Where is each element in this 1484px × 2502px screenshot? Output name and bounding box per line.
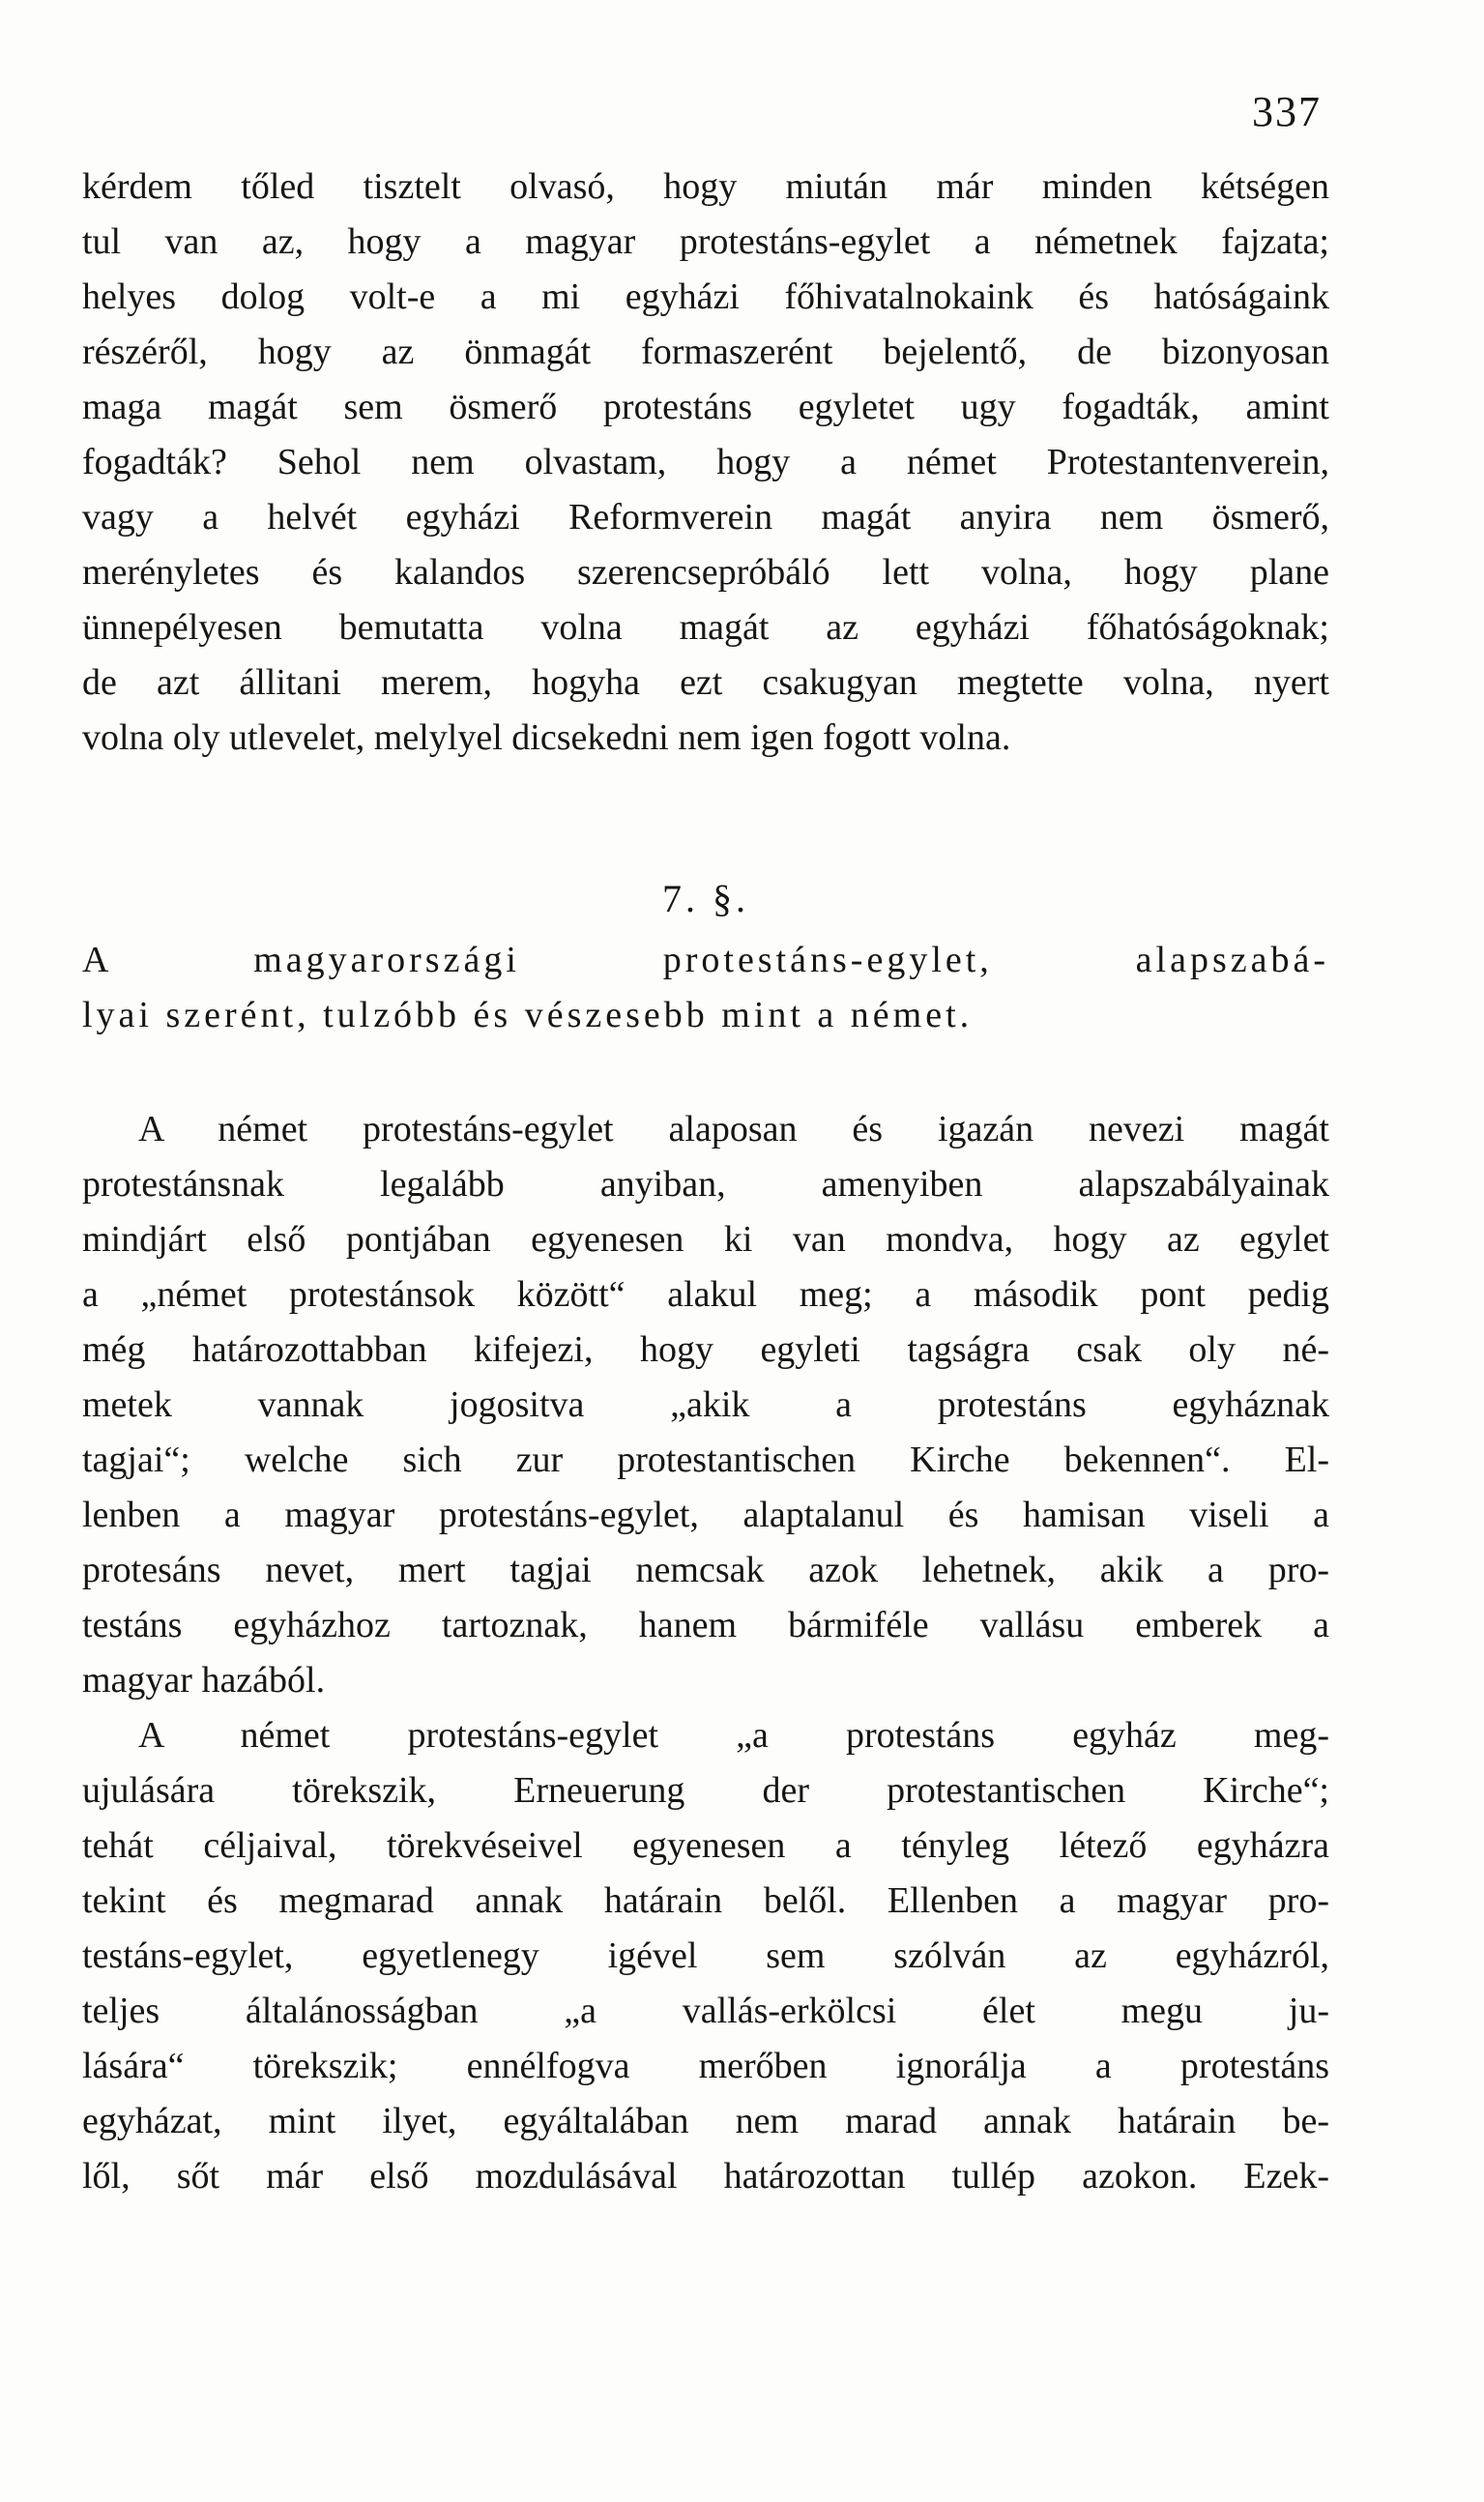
text-line: protesáns nevet, mert tagjai nemcsak azok lehetnek, akik a pro- [82,1550,1329,1590]
text-line: merényletes és kalandos szerencsepróbáló lett volna, hogy plane [82,552,1329,593]
text-line: metek vannak jogositva „akik a protestáns egyháznak [82,1384,1329,1425]
text-line: testáns egyházhoz tartoznak, hanem bármiféle vallásu emberek a [82,1605,1329,1645]
text-line: a „német protestánsok között“ alakul meg; a második pont pedig [82,1274,1329,1315]
heading-line: A magyarországi protestáns-egylet, alapszabá- [82,940,1329,980]
text-line: fogadták? Sehol nem olvastam, hogy a német Protestantenverein, [82,442,1329,482]
text-line: mindjárt első pontjában egyenesen ki van mondva, hogy az egylet [82,1219,1329,1260]
section-number: 7. §. [662,877,749,920]
text-line: testáns-egylet, egyetlenegy igével sem szólván az egyházról, [82,1935,1329,1976]
text-line: részéről, hogy az önmagát formaszerént bejelentő, de bizonyosan [82,332,1329,372]
page-number: 337 [1252,88,1322,135]
text-line: teljes általánosságban „a vallás-erkölcsi élet megu ju- [82,1991,1329,2031]
text-line: kérdem tőled tisztelt olvasó, hogy miután már minden kétségen [82,166,1329,207]
text-line: maga magát sem ösmerő protestáns egyletet ugy fogadták, amint [82,387,1329,427]
text-line: ünnepélyesen bemutatta volna magát az egyházi főhatóságoknak; [82,607,1329,648]
text-line: helyes dolog volt-e a mi egyházi főhivatalnokaink és hatóságaink [82,276,1329,317]
text-line: lenben a magyar protestáns-egylet, alaptalanul és hamisan viseli a [82,1495,1329,1535]
text-line: lására“ törekszik; ennélfogva merőben ignorálja a protestáns [82,2046,1329,2086]
text-line: egyházat, mint ilyet, egyáltalában nem marad annak határain be- [82,2101,1329,2141]
text-line: de azt állitani merem, hogyha ezt csakugyan megtette volna, nyert [82,662,1329,703]
text-line: még határozottabban kifejezi, hogy egyleti tagságra csak oly né- [82,1329,1329,1370]
text-line: magyar hazából. [82,1660,326,1701]
text-line: ujulására törekszik, Erneuerung der protestantischen Kirche“; [82,1770,1329,1811]
text-line: protestánsnak legalább anyiban, amenyiben alapszabályainak [82,1164,1329,1205]
text-line: vagy a helvét egyházi Reformverein magát anyira nem ösmerő, [82,497,1329,538]
section-heading [82,865,1329,1043]
paragraph-2 [82,1102,1329,2204]
heading-line: lyai szerént, tulzóbb és vészesebb mint a német. [82,995,974,1035]
text-line: tekint és megmarad annak határain belől. Ellenben a magyar pro- [82,1880,1329,1921]
text-line: A német protestáns-egylet alaposan és igazán nevezi magát [138,1109,1329,1149]
text-line: lől, sőt már első mozdulásával határozottan tullép azokon. Ezek- [82,2156,1329,2197]
text-line: tul van az, hogy a magyar protestáns-egylet a németnek fajzata; [82,221,1329,262]
text-line: A német protestáns-egylet „a protestáns egyház meg- [138,1715,1329,1756]
text-line: tehát céljaival, törekvéseivel egyenesen a tényleg létező egyházra [82,1825,1329,1866]
text-line: tagjai“; welche sich zur protestantischen Kirche bekennen“. El- [82,1440,1329,1480]
paragraph-1 [82,160,1329,766]
text-line: volna oly utlevelet, melylyel dicsekedni nem igen fogott volna. [82,717,1011,758]
